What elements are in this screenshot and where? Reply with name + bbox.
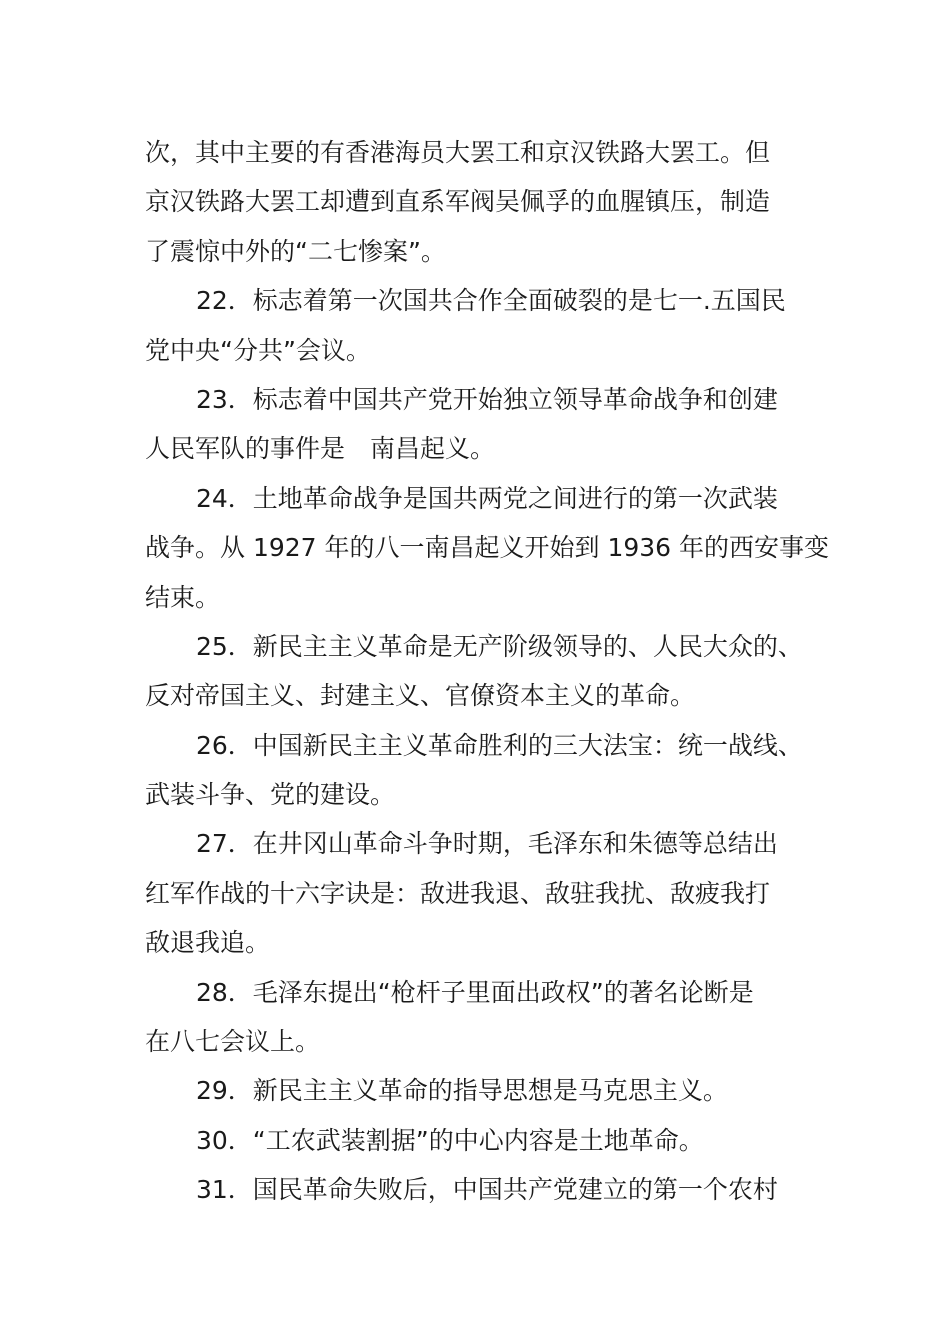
- item-31-line: 31．国民革命失败后，中国共产党建立的第一个农村: [196, 1175, 778, 1205]
- text-line: 结束。: [145, 582, 221, 612]
- item-26-line: 26．中国新民主主义革命胜利的三大法宝：统一战线、: [196, 730, 803, 760]
- text-line: 反对帝国主义、封建主义、官僚资本主义的革命。: [145, 681, 696, 711]
- text-line: 武装斗争、党的建设。: [145, 780, 396, 810]
- item-22-line: 22．标志着第一次国共合作全面破裂的是七一.五国民: [196, 286, 786, 316]
- item-28-line: 28．毛泽东提出“枪杆子里面出政权”的著名论断是: [196, 977, 754, 1007]
- item-30-line: 30．“工农武装割据”的中心内容是土地革命。: [196, 1125, 704, 1155]
- text-line: 战争。从 1927 年的八一南昌起义开始到 1936 年的西安事变: [145, 533, 830, 563]
- item-25-line: 25．新民主主义革命是无产阶级领导的、人民大众的、: [196, 631, 803, 661]
- text-line: 在八七会议上。: [145, 1027, 321, 1057]
- text-line: 敌退我追。: [145, 928, 271, 958]
- document-body: [145, 128, 830, 1215]
- text-line: 了震惊中外的“二七惨案”。: [145, 236, 446, 266]
- item-23-line: 23．标志着中国共产党开始独立领导革命战争和创建: [196, 384, 778, 414]
- text-line: 次，其中主要的有香港海员大罢工和京汉铁路大罢工。但: [145, 138, 771, 167]
- item-27-line: 27．在井冈山革命斗争时期，毛泽东和朱德等总结出: [196, 829, 778, 859]
- item-29-line: 29．新民主主义革命的指导思想是马克思主义。: [196, 1076, 728, 1106]
- text-line: 人民军队的事件是 南昌起义。: [145, 434, 496, 464]
- text-line: 党中央“分共”会议。: [145, 335, 371, 365]
- text-line: 红军作战的十六字诀是：敌进我退、敌驻我扰、敌疲我打: [145, 878, 771, 908]
- item-24-line: 24．土地革命战争是国共两党之间进行的第一次武装: [196, 483, 778, 513]
- text-line: 京汉铁路大罢工却遭到直系军阀吴佩孚的血腥镇压，制造: [145, 187, 771, 217]
